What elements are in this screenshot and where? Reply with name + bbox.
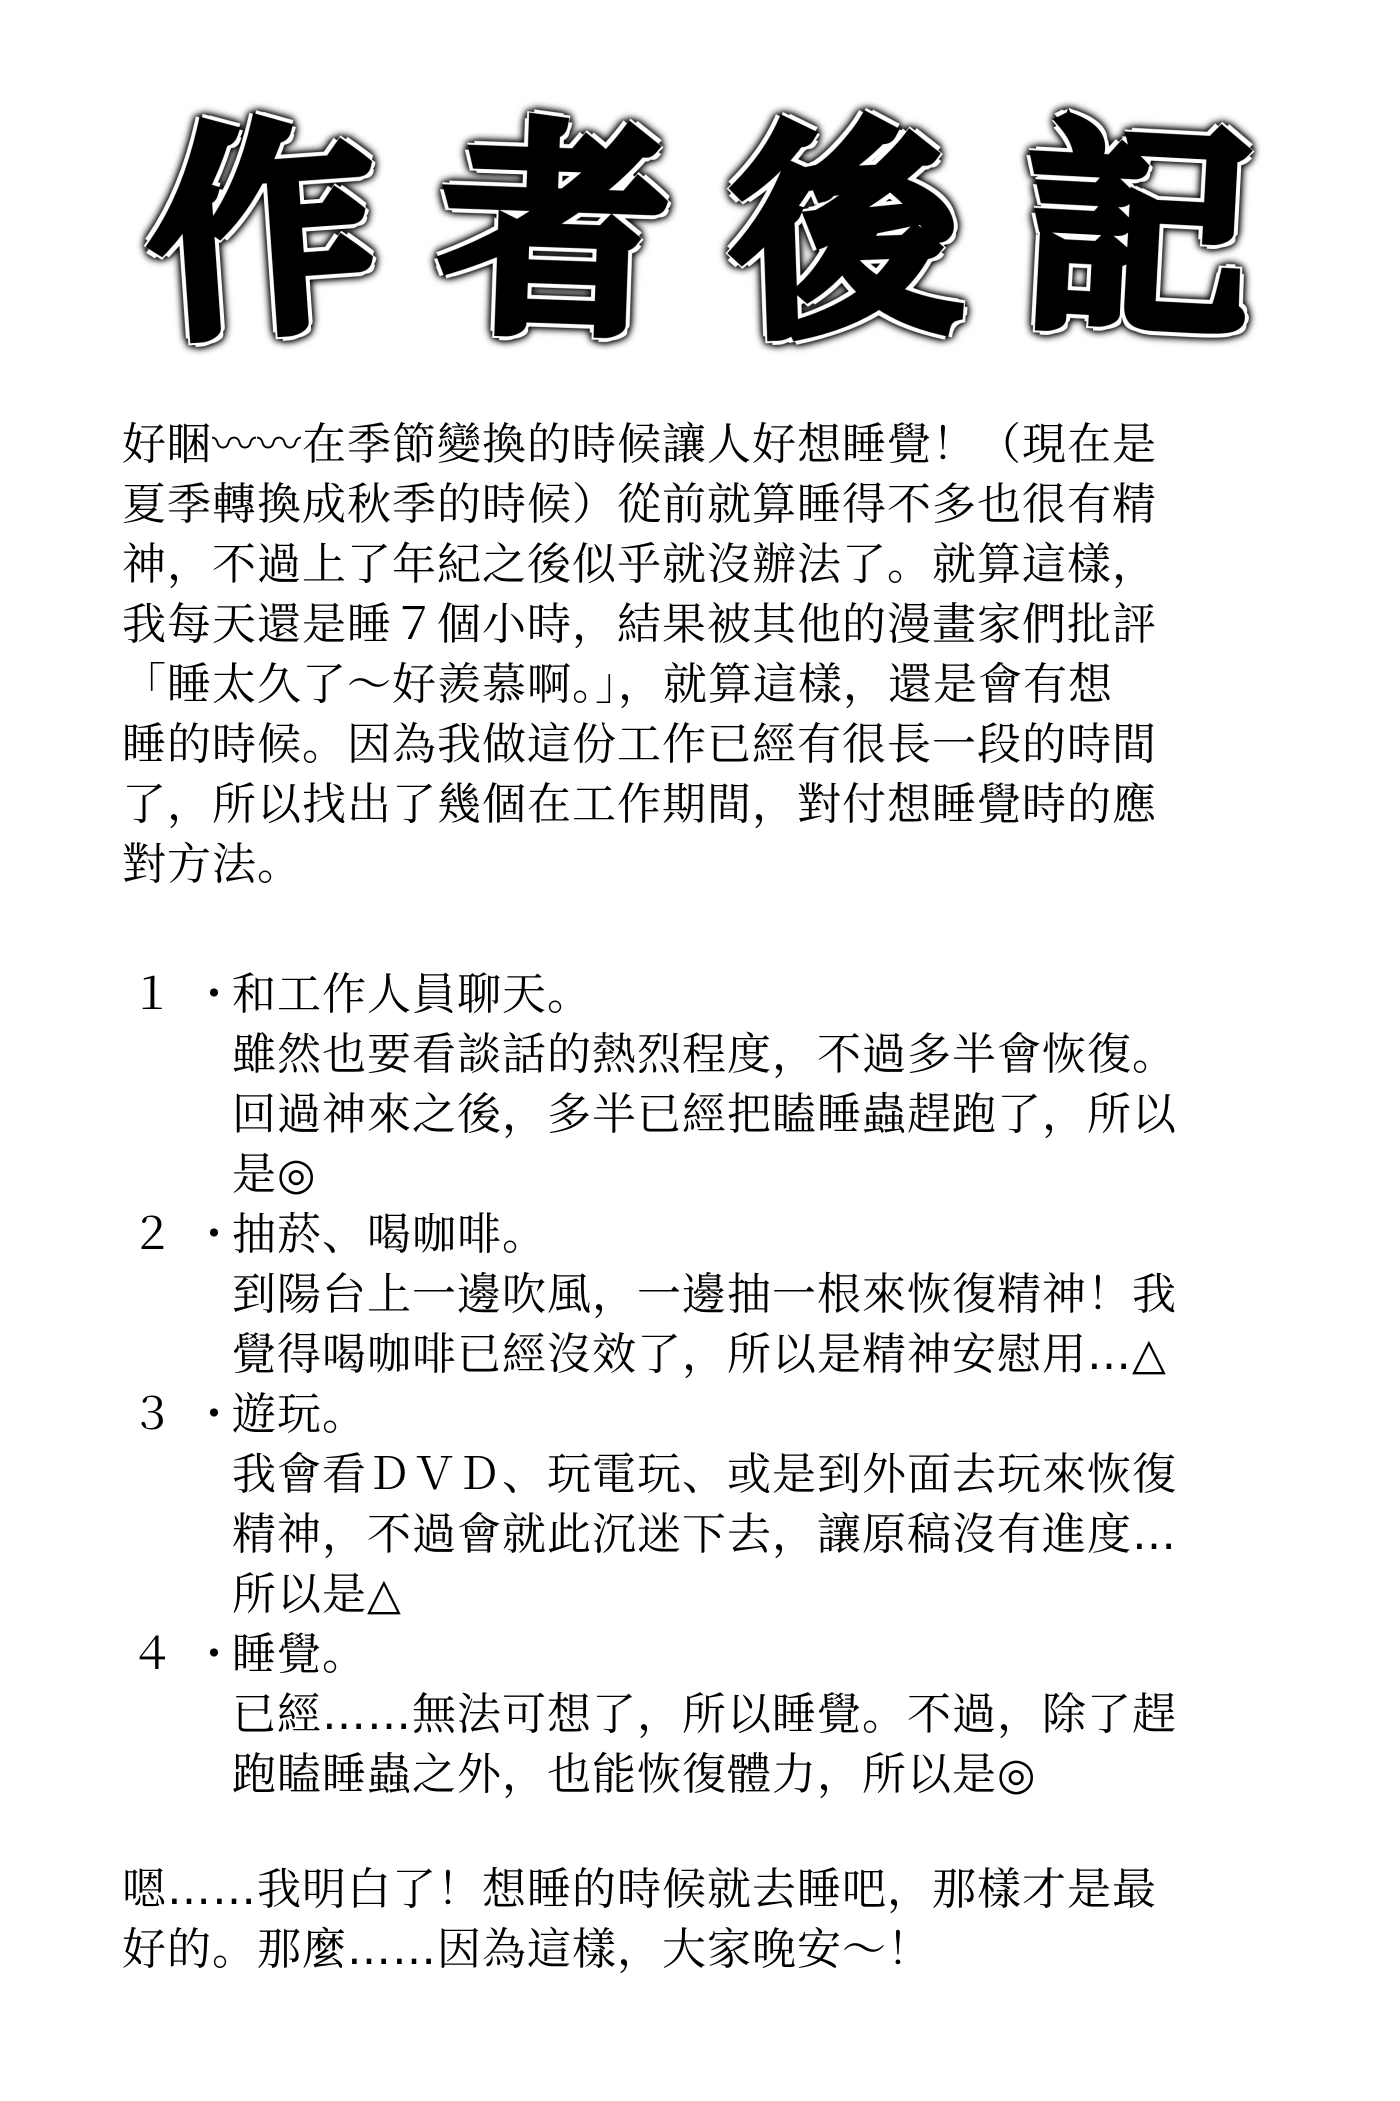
list-item-text: 我會看ＤＶＤ、玩電玩、或是到外面去玩來恢復 xyxy=(232,1449,1177,1500)
list-item-text: 覺得喝咖啡已經沒效了，所以是精神安慰用…△ xyxy=(232,1329,1167,1380)
text-line: 對方法。 xyxy=(122,839,302,890)
title-char: 作 xyxy=(141,95,384,374)
text-line: 了，所以找出了幾個在工作期間，對付想睡覺時的應 xyxy=(122,779,1157,830)
list-item-title: 睡覺。 xyxy=(232,1629,367,1680)
title-char: 記 xyxy=(1018,97,1257,372)
list-item-title: 遊玩。 xyxy=(232,1389,367,1440)
text-line: 「睡太久了～好羨慕啊。」，就算這樣，還是會有想 xyxy=(122,659,1113,710)
list-item-title: 和工作人員聊天。 xyxy=(232,969,592,1020)
text-line: 好睏〰〰在季節變換的時候讓人好想睡覺！（現在是 xyxy=(122,419,1157,470)
list-item xyxy=(130,1385,1280,1625)
list-item-text: 所以是△ xyxy=(232,1569,402,1620)
closing-paragraph xyxy=(122,1860,1282,1980)
text-line: 睡的時候。因為我做這份工作已經有很長一段的時間 xyxy=(122,719,1157,770)
intro-paragraph xyxy=(122,415,1282,895)
list-item-text: 是◎ xyxy=(232,1149,317,1200)
text-line: 神，不過上了年紀之後似乎就沒辦法了。就算這樣， xyxy=(122,539,1157,590)
list-item-number: ２ xyxy=(130,1209,175,1260)
list-item-text: 已經……無法可想了，所以睡覺。不過，除了趕 xyxy=(232,1689,1177,1740)
page-title xyxy=(141,95,1257,374)
list-item-text: 回過神來之後，多半已經把瞌睡蟲趕跑了，所以 xyxy=(232,1089,1177,1140)
text-line: 嗯……我明白了！想睡的時候就去睡吧，那樣才是最 xyxy=(122,1864,1157,1915)
list-item-number: ４ xyxy=(130,1629,175,1680)
text-line: 夏季轉換成秋季的時候）從前就算睡得不多也很有精 xyxy=(122,479,1157,530)
list-item-text: 到陽台上一邊吹風，一邊抽一根來恢復精神！我 xyxy=(232,1269,1177,1320)
bullet-dot: ・ xyxy=(192,1629,237,1680)
title-char: 者 xyxy=(437,99,672,370)
list-item xyxy=(130,1625,1280,1805)
list-item-heading xyxy=(130,965,1280,1025)
title-char: 後 xyxy=(728,99,963,370)
text-line: 好的。那麼……因為這樣，大家晚安～！ xyxy=(122,1924,932,1975)
list-item-text: 跑瞌睡蟲之外，也能恢復體力，所以是◎ xyxy=(232,1749,1037,1800)
method-list xyxy=(130,965,1280,1805)
list-item-title: 抽菸、喝咖啡。 xyxy=(232,1209,547,1260)
list-item-heading xyxy=(130,1625,1280,1685)
list-item xyxy=(130,1205,1280,1385)
bullet-dot: ・ xyxy=(192,1389,237,1440)
text-line: 我每天還是睡７個小時，結果被其他的漫畫家們批評 xyxy=(122,599,1157,650)
list-item xyxy=(130,965,1280,1205)
list-item-heading xyxy=(130,1205,1280,1265)
bullet-dot: ・ xyxy=(192,1209,237,1260)
bullet-dot: ・ xyxy=(192,969,237,1020)
list-item-heading xyxy=(130,1385,1280,1445)
list-item-text: 精神，不過會就此沉迷下去，讓原稿沒有進度… xyxy=(232,1509,1177,1560)
list-item-text: 雖然也要看談話的熱烈程度，不過多半會恢復。 xyxy=(232,1029,1177,1080)
list-item-number: １ xyxy=(130,969,175,1020)
list-item-number: ３ xyxy=(130,1389,175,1440)
